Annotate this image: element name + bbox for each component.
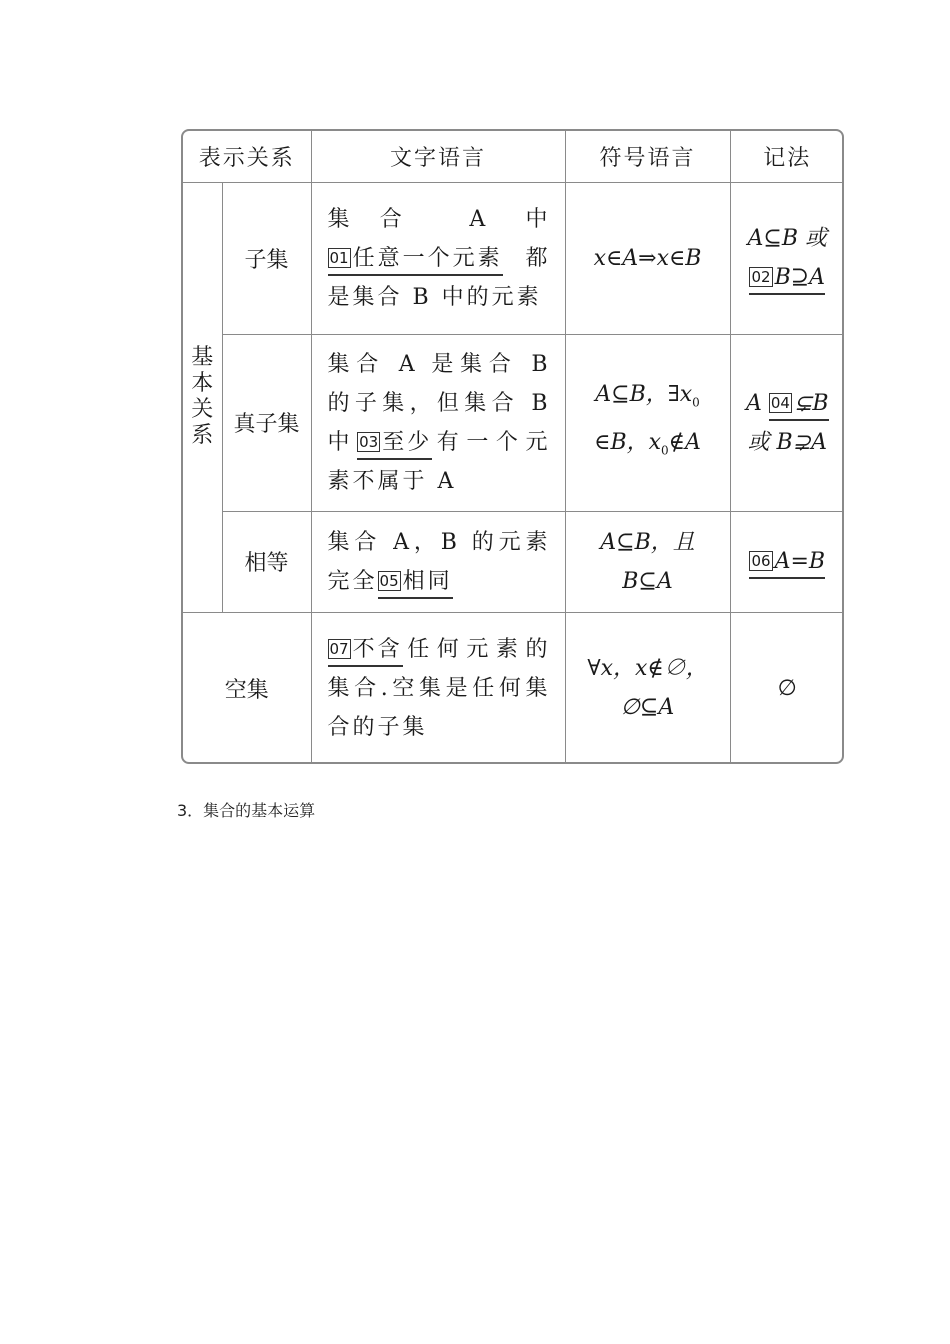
notation-subset: A⊆B 或 02 B⊇A xyxy=(730,182,844,334)
notation-proper-subset: A 04 ⊊B 或 B⊋A xyxy=(730,334,844,511)
header-text-language: 文字语言 xyxy=(311,131,565,182)
blank-number-02: 02 xyxy=(751,268,771,286)
relation-name-proper-subset: 真子集 xyxy=(222,334,311,511)
notation-empty-set: ∅ xyxy=(730,612,844,764)
header-symbol-language: 符号语言 xyxy=(565,131,730,182)
text-subset: 集合 A 中01 任意一个元素都是集合 B 中的元素 xyxy=(311,182,565,334)
symbol-equal: A⊆B，且 B⊆A xyxy=(565,511,730,612)
group-label-basic-relations: 基 本 关 系 xyxy=(183,182,222,612)
text-equal: 集合 A，B 的元素完全 05 相同 xyxy=(311,511,565,612)
blank-answer-06: A=B xyxy=(774,549,826,574)
blank-answer-05: 相同 xyxy=(402,568,453,594)
header-relation: 表示关系 xyxy=(183,131,311,182)
blank-answer-03: 至少 xyxy=(382,429,433,455)
header-notation: 记法 xyxy=(730,131,844,182)
blank-number-04: 04 xyxy=(770,393,790,412)
table-row-proper-subset xyxy=(183,334,844,511)
blank-number-05: 05 xyxy=(379,571,399,590)
relation-name-equal: 相等 xyxy=(222,511,311,612)
blank-number-03: 03 xyxy=(359,432,379,451)
text-proper-subset: 集合 A 是集合 B 的子集，但集合 B 中 03 至少有一个元素不属于 A xyxy=(311,334,565,511)
blank-number-07: 07 xyxy=(329,639,349,658)
table-row-subset xyxy=(183,182,844,334)
text-empty-set: 07 不含任何元素的集合.空集是任何集合的子集 xyxy=(311,612,565,764)
blank-number-06: 06 xyxy=(751,552,771,570)
blank-answer-01: 任意一个元素 xyxy=(352,245,503,271)
blank-number-01: 01 xyxy=(329,248,349,267)
section-heading: 3．集合的基本运算 xyxy=(177,801,316,820)
symbol-proper-subset: A⊆B，$\exists x_0$ ∈B，$x_0\notin A$ xyxy=(565,334,730,511)
notation-equal xyxy=(730,511,844,612)
table-row-equal xyxy=(183,511,844,612)
set-relations-table xyxy=(181,129,844,764)
blank-answer-02: B⊇A xyxy=(774,265,826,290)
table-row-empty-set xyxy=(183,612,844,764)
symbol-subset: x∈A⇒x∈B xyxy=(565,182,730,334)
relation-name-empty-set: 空集 xyxy=(183,612,311,764)
symbol-empty-set: ∀x，x∉∅， ∅⊆A xyxy=(565,612,730,764)
relation-name-subset: 子集 xyxy=(222,182,311,334)
blank-answer-04: ⊊B xyxy=(793,390,829,416)
blank-answer-07: 不含 xyxy=(352,636,403,662)
